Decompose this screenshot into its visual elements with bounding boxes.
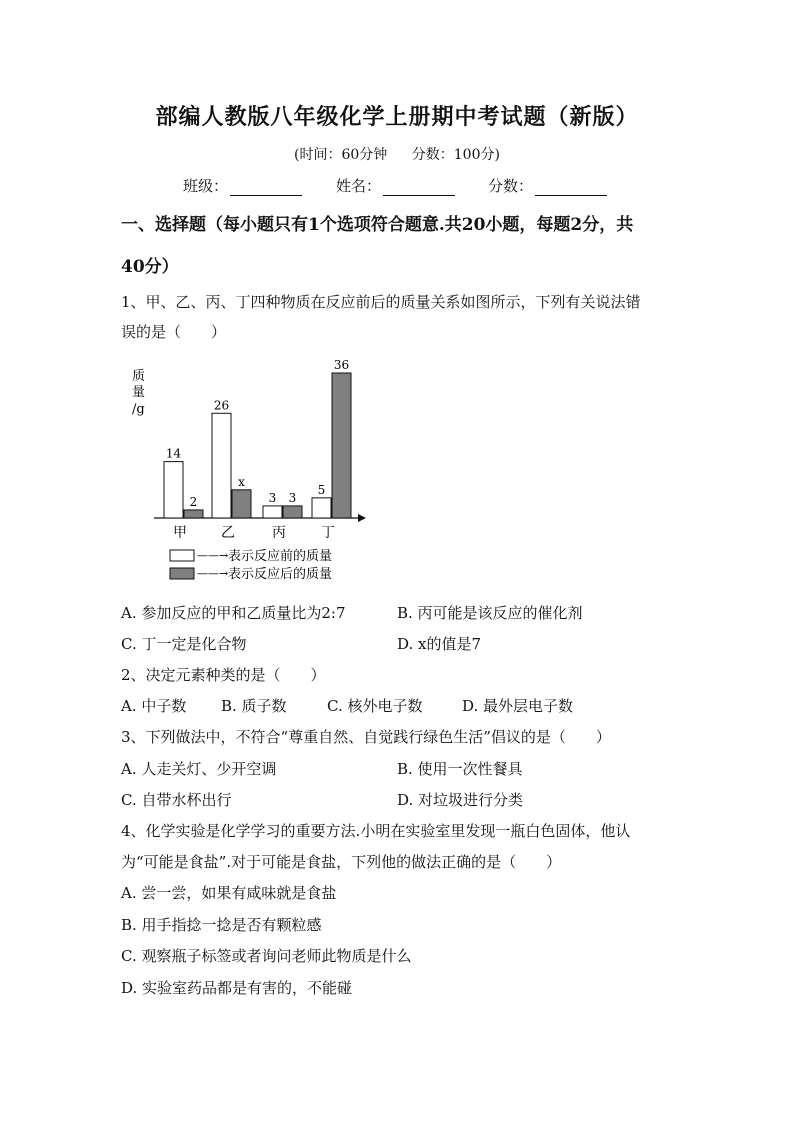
bar-bing-after (283, 506, 302, 518)
class-field (183, 175, 302, 196)
legend-swatch-after (170, 568, 194, 579)
q2-stem: 2、决定元素种类的是（ ） (121, 666, 326, 684)
name-blank[interactable] (383, 181, 455, 196)
data-label-ding-before: 5 (317, 482, 326, 497)
bar-yi-after (232, 490, 251, 518)
exam-total-score: 分数：100分) (411, 147, 500, 163)
name-label: 姓名： (336, 177, 382, 195)
y-axis-label-3: /g (132, 402, 145, 417)
x-axis-arrow (358, 514, 366, 522)
legend-label-after: 表示反应后的质量 (228, 567, 333, 582)
legend-arrow-after: ——→ (197, 567, 229, 580)
y-axis-label-2: 量 (132, 385, 146, 400)
q3-option-a[interactable]: A. 人走关灯、少开空调 (121, 760, 277, 778)
q2-option-c[interactable]: C. 核外电子数 (327, 697, 423, 715)
legend-arrow-before: ——→ (197, 549, 229, 562)
category-labels (173, 525, 335, 541)
page-title: 部编人教版八年级化学上册期中考试题（新版） (155, 104, 639, 130)
score-label: 分数： (488, 177, 534, 195)
category-label-ding: 丁 (321, 525, 335, 541)
legend-label-before: 表示反应前的质量 (228, 549, 333, 564)
bar-bing-before (263, 506, 282, 518)
category-label-jia: 甲 (173, 525, 187, 541)
class-label: 班级： (183, 177, 229, 195)
q4-stem-line1: 4、化学实验是化学学习的重要方法.小明在实验室里发现一瓶白色固体，他认 (121, 822, 631, 840)
q4-option-a[interactable]: A. 尝一尝，如果有咸味就是食盐 (121, 884, 337, 902)
bar-ding-after (332, 373, 351, 518)
class-blank[interactable] (230, 181, 302, 196)
q1-option-b[interactable]: B. 丙可能是该反应的催化剂 (397, 604, 583, 622)
q1-bar-chart (120, 355, 390, 590)
q4-option-b[interactable]: B. 用手指捻一捻是否有颗粒感 (121, 916, 322, 934)
data-label-jia-after: 2 (189, 494, 198, 509)
q2-option-b[interactable]: B. 质子数 (221, 697, 287, 715)
q4-stem-line2: 为“可能是食盐”.对于可能是食盐，下列他的做法正确的是（ ） (121, 853, 562, 871)
q3-option-b[interactable]: B. 使用一次性餐具 (397, 760, 523, 778)
category-label-yi: 乙 (221, 525, 235, 541)
bars-group (164, 358, 351, 518)
q1-option-c[interactable]: C. 丁一定是化合物 (121, 635, 247, 653)
data-label-jia-before: 14 (165, 446, 182, 461)
legend-swatch-before (170, 550, 194, 561)
category-label-bing: 丙 (272, 525, 286, 541)
q4-option-d[interactable]: D. 实验室药品都是有害的，不能碰 (121, 979, 353, 997)
q3-option-c[interactable]: C. 自带水杯出行 (121, 791, 232, 809)
y-axis-label-1: 质 (132, 369, 146, 384)
name-field (336, 175, 455, 196)
score-field (488, 175, 607, 196)
q4-option-c[interactable]: C. 观察瓶子标签或者询问老师此物质是什么 (121, 947, 412, 965)
section-heading-line1: 一、选择题（每小题只有1个选项符合题意.共20小题，每题2分，共 (121, 215, 634, 235)
q2-option-d[interactable]: D. 最外层电子数 (462, 697, 574, 715)
data-label-bing-before: 3 (268, 490, 277, 505)
data-label-ding-after: 36 (333, 358, 350, 372)
q1-stem-line2: 误的是（ ） (121, 323, 227, 341)
data-label-yi-after: x (238, 474, 245, 489)
bar-jia-before (164, 462, 183, 518)
q3-stem: 3、下列做法中，不符合“尊重自然、自觉践行绿色生活”倡议的是（ ） (121, 728, 611, 746)
q2-option-a[interactable]: A. 中子数 (121, 697, 187, 715)
section-heading-line2: 40分） (121, 257, 179, 277)
q3-option-d[interactable]: D. 对垃圾进行分类 (397, 791, 524, 809)
exam-time: (时间：60分钟 (294, 147, 388, 163)
bar-yi-before (212, 413, 231, 518)
data-label-bing-after: 3 (288, 490, 297, 505)
bar-ding-before (312, 498, 331, 518)
bar-jia-after (184, 510, 203, 518)
exam-meta (0, 144, 794, 164)
data-label-yi-before: 26 (213, 398, 230, 413)
q1-option-d[interactable]: D. x的值是7 (397, 635, 482, 653)
q1-stem-line1: 1、甲、乙、丙、丁四种物质在反应前后的质量关系如图所示，下列有关说法错 (121, 293, 641, 311)
q1-option-a[interactable]: A. 参加反应的甲和乙质量比为2:7 (121, 604, 346, 622)
score-blank[interactable] (535, 181, 607, 196)
legend (170, 548, 332, 582)
